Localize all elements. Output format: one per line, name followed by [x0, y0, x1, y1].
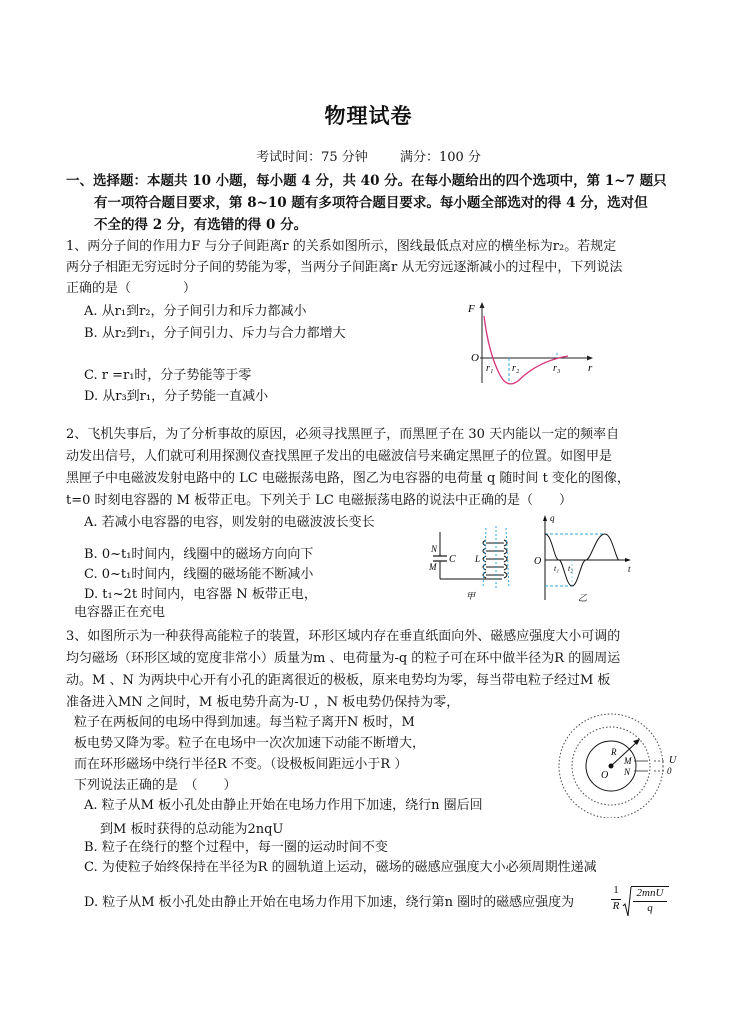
q3-stem-continued [74, 712, 425, 796]
plate-n-label: N [431, 544, 438, 554]
q-axis-arrow-icon [543, 515, 547, 521]
full-score: 满分：100 分 [399, 150, 481, 165]
section-heading-line: 不全的得 2 分，有选错的得 0 分。 [94, 217, 308, 233]
q3-stem-line: 板电势又降为零。粒子在电场中一次次加速下动能不断增大， [74, 736, 426, 751]
t2-label: t₂ [568, 564, 574, 573]
q1-stem-line: 1、两分子间的作用力F 与分子间距离r 的关系如图所示，图线最低点对应的横坐标为r₂。若规定 [66, 239, 617, 254]
q2-stem-line: t=0 时刻电容器的 M 板带正电。下列关于 LC 电磁振荡电路的说法中正确的是（ ） [66, 493, 572, 508]
figure-caption-jia: 甲 [466, 591, 476, 601]
x-axis-label: r [588, 362, 593, 374]
q1-stem-line: 正确的是（ ） [66, 281, 197, 296]
magnetic-field-lines [483, 526, 509, 590]
r3-label: r₃ [553, 363, 561, 374]
x-axis-arrow-icon [587, 356, 593, 361]
q3-option-d-text: D. 粒子从M 板小孔处由静止开始在电场力作用下加速，绕行第n 圈时的磁感应强度为 [84, 895, 575, 910]
q3-stem-line: 下列说法正确的是 （ ） [74, 778, 237, 793]
y-axis-label: F [468, 303, 475, 315]
q3-accelerator-diagram [548, 708, 678, 818]
q1-stem [66, 236, 678, 299]
q3-option-d [84, 893, 574, 913]
plate-m-label: M [624, 756, 632, 766]
paper-title: 物理试卷 [324, 103, 413, 128]
q3-stem-line: 动。M 、N 为两块中心开有小孔的距离很近的极板，原来电势均为零，每当带电粒子经过M 板 [66, 673, 611, 688]
q3-option-c: C. 为使粒子始终保持在半径为R 的圆轨道上运动，磁场的磁感应强度大小必须周期性递减 [84, 860, 597, 875]
figure-caption-yi: 乙 [578, 593, 588, 603]
inductor-coil [483, 540, 507, 578]
q2-option-a: A. 若减小电容器的电容，则发射的电磁波波长变长 [84, 515, 375, 530]
sqrt-numerator: 2mnU [636, 887, 664, 899]
q1-option-a: A. 从r₁到r₂，分子间引力和斥力都减小 [84, 304, 307, 319]
capacitor-label: C [449, 554, 456, 565]
q3-option-d-formula [611, 884, 671, 920]
exam-meta [0, 146, 737, 165]
t1-label: t₁ [554, 564, 560, 573]
voltage-u-label: U [669, 755, 677, 766]
q3-stem-line: 均匀磁场（环形区域的宽度非常小）质量为m 、电荷量为-q 的粒子可在环中做半径为R 的圆周运 [66, 651, 621, 666]
q1-option-d: D. 从r₃到r₁，分子势能一直减小 [84, 389, 269, 404]
q1-option-b: B. 从r₂到r₁，分子间引力、斥力与合力都增大 [84, 326, 346, 341]
q3-stem-line: 而在环形磁场中绕行半径R 不变。（设极板间距远小于R ） [74, 757, 408, 772]
r1-label: r₁ [486, 363, 494, 374]
section-heading-line: 有一项符合题目要求，第 8~10 题有多项符合题目要求。每小题全部选对的得 4 分，选对但 [94, 195, 648, 211]
section-heading-line: 一、选择题：本题共 10 小题，每小题 4 分，共 40 分。在每小题给出的四个选项中，第 1~7 题只 [66, 173, 667, 189]
q2-option-c: C. 0~t₁时间内，线圈的磁场能不断减小 [84, 567, 314, 582]
q2-option-d-continued: 电容器正在充电 [74, 605, 166, 620]
q2-stem [66, 424, 678, 512]
q3-option-b: B. 粒子在绕行的整个过程中，每一圈的运动时间不变 [84, 840, 388, 855]
r2-label: r₂ [512, 363, 520, 374]
y-axis-arrow-icon [480, 302, 485, 308]
q2-option-b: B. 0~t₁时间内，线圈中的磁场方向向下 [84, 547, 314, 562]
exam-time: 考试时间：75 分钟 [256, 150, 368, 165]
q3-stem-line: 粒子在两板间的电场中得到加速。每当粒子离开N 板时，M [74, 715, 415, 730]
q3-stem-line: 3、如图所示为一种获得高能粒子的装置，环形区域内存在垂直纸面向外、磁感应强度大小可调的 [66, 629, 621, 644]
q2-stem-line: 黑匣子中电磁波发射电路中的 LC 电磁振荡电路，图乙为电容器的电荷量 q 随时间 t 变化的图像， [66, 471, 630, 486]
t-axis-arrow-icon [625, 558, 631, 562]
voltage-zero-label: 0 [667, 766, 672, 776]
q1-option-c: C. r =r₁时，分子势能等于零 [84, 368, 252, 383]
origin-label: O [534, 556, 542, 567]
sqrt-denominator: q [647, 902, 653, 914]
section-heading [66, 170, 686, 236]
q2-charge-time-graph [530, 510, 650, 605]
q3-option-a: A. 粒子从M 板小孔处由静止开始在电场力作用下加速，绕行n 圈后回 [84, 798, 483, 813]
t-axis-label: t [628, 564, 631, 574]
radius-label: R [611, 747, 617, 757]
q3-option-a-continued: 到M 板时获得的总动能为2nqU [100, 822, 284, 837]
formula-fraction-numerator: 1 [613, 884, 619, 896]
q2-lc-circuit-diagram [420, 520, 530, 605]
q1-force-distance-graph [460, 295, 600, 390]
q3-stem-line: 准备进入MN 之间时，M 板电势升高为-U ，N 板电势仍保持为零， [66, 695, 460, 710]
formula-fraction-denominator: R [612, 900, 620, 912]
origin-label: O [471, 352, 479, 364]
q-axis-label: q [550, 513, 555, 523]
q2-stem-line: 2、飞机失事后，为了分析事故的原因，必须寻找黑匣子，而黑匣子在 30 天内能以一定的频率自 [66, 427, 620, 442]
plate-m-label: M [429, 562, 437, 572]
q1-stem-line: 两分子相距无穷远时分子间的势能为零，当两分子间距离r 从无穷远逐渐减小的过程中，下列说法 [66, 260, 623, 275]
q2-stem-line: 动发出信号，人们就可利用探测仪查找黑匣子发出的电磁波信号来确定黑匣子的位置。如图甲是 [66, 449, 613, 464]
q3-stem [66, 626, 678, 714]
q2-option-d: D. t₁~2t 时间内，电容器 N 板带正电， [84, 587, 317, 602]
center-label: O [601, 770, 609, 781]
inductor-label: L [475, 554, 481, 564]
plate-n-label: N [624, 767, 631, 777]
